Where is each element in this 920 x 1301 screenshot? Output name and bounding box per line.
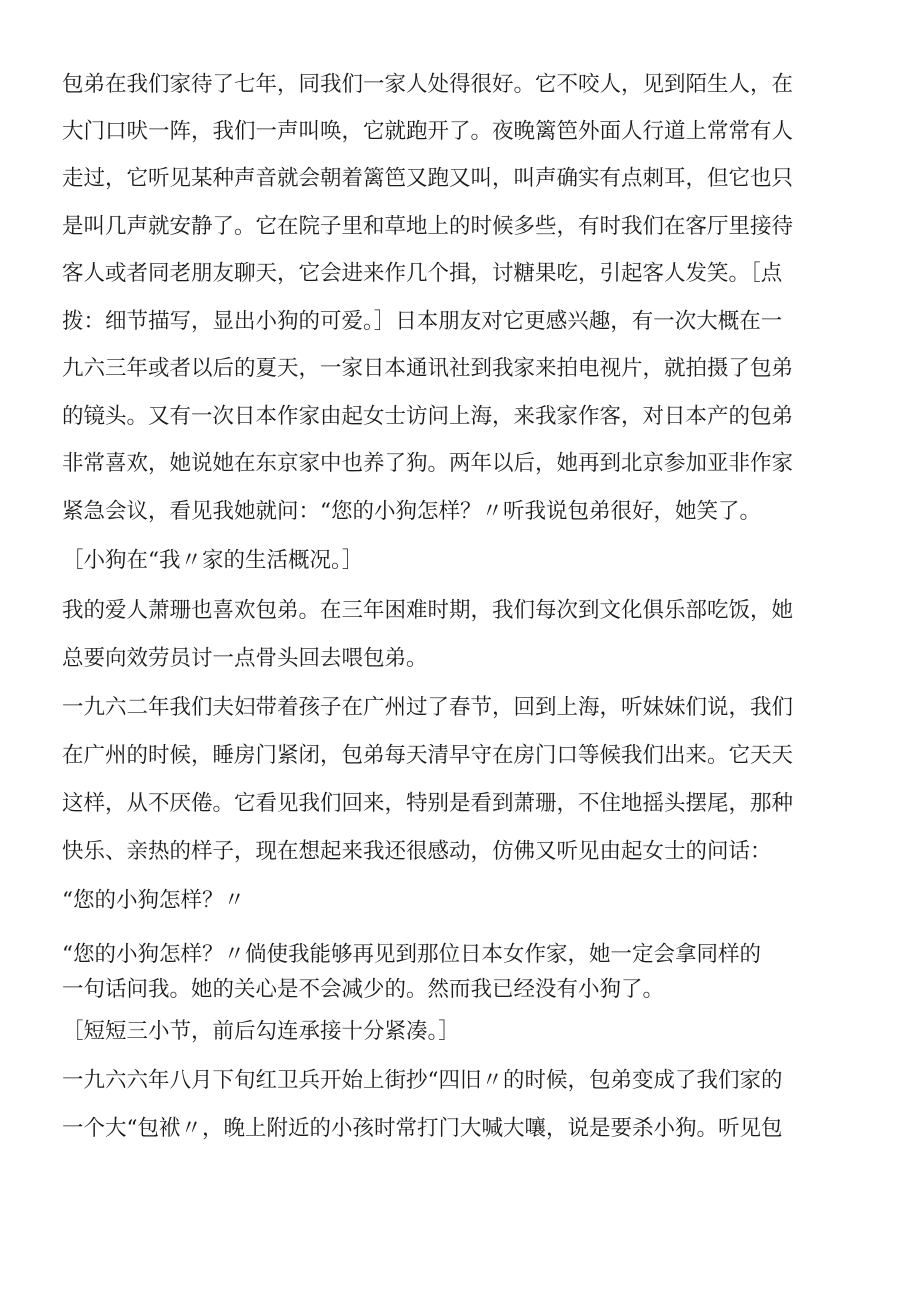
text-line: 拨：细节描写，显出小狗的可爱。］日本朋友对它更感兴趣，有一次大概在一 — [62, 309, 783, 334]
text-line: 紧急会议，看见我她就问：“您的小狗怎样？〃听我说包弟很好，她笑了。 — [62, 499, 761, 524]
text-line: 这样，从不厌倦。它看见我们回来，特别是看到萧珊，不住地摇头摆尾，那种 — [62, 791, 794, 816]
text-line: 客人或者同老朋友聊天，它会进来作几个揖，讨糖果吃，引起客人发笑。［点 — [62, 261, 783, 286]
annotation-line: ［小狗在“我〃家的生活概况。］ — [62, 548, 364, 573]
text-line: 九六三年或者以后的夏天，一家日本通讯社到我家来拍电视片，就拍摄了包弟 — [62, 356, 794, 381]
text-line: 我的爱人萧珊也喜欢包弟。在三年困难时期，我们每次到文化俱乐部吃饭，她 — [62, 598, 794, 623]
text-line: 是叫几声就安静了。它在院子里和草地上的时候多些，有时我们在客厅里接待 — [62, 214, 794, 239]
text-line: “您的小狗怎样？〃 — [62, 888, 245, 913]
text-line: 非常喜欢，她说她在东京家中也养了狗。两年以后，她再到北京参加亚非作家 — [62, 451, 794, 476]
text-line: 一九六六年八月下旬红卫兵开始上街抄“四旧〃的时候，包弟变成了我们家的 — [62, 1068, 783, 1093]
text-line: 包弟在我们家待了七年，同我们一家人处得很好。它不咬人，见到陌生人，在 — [62, 72, 794, 97]
text-line: “您的小狗怎样？〃倘使我能够再见到那位日本女作家，她一定会拿同样的 — [62, 942, 761, 967]
text-line: 一句话问我。她的关心是不会减少的。然而我已经没有小狗了。 — [62, 977, 665, 1002]
text-line: 在广州的时候，睡房门紧闭，包弟每天清早守在房门口等候我们出来。它天天 — [62, 743, 794, 768]
text-line: 的镜头。又有一次日本作家由起女士访问上海，来我家作客，对日本产的包弟 — [62, 404, 794, 429]
annotation-line: ［短短三小节，前后勾连承接十分紧凑。］ — [62, 1019, 460, 1044]
text-line: 大门口吠一阵，我们一声叫唤，它就跑开了。夜晚篱笆外面人行道上常常有人 — [62, 119, 794, 144]
text-line: 一九六二年我们夫妇带着孩子在广州过了春节，回到上海，听妹妹们说，我们 — [62, 695, 794, 720]
text-line: 走过，它听见某种声音就会朝着篱笆又跑又叫，叫声确实有点刺耳，但它也只 — [62, 166, 794, 191]
text-line: 总要向效劳员讨一点骨头回去喂包弟。 — [62, 646, 428, 671]
text-line: 快乐、亲热的样子，现在想起来我还很感动，仿佛又听见由起女士的问话： — [62, 839, 772, 864]
text-line: 一个大“包袱〃，晚上附近的小孩时常打门大喊大嚷，说是要杀小狗。听见包 — [62, 1116, 783, 1141]
